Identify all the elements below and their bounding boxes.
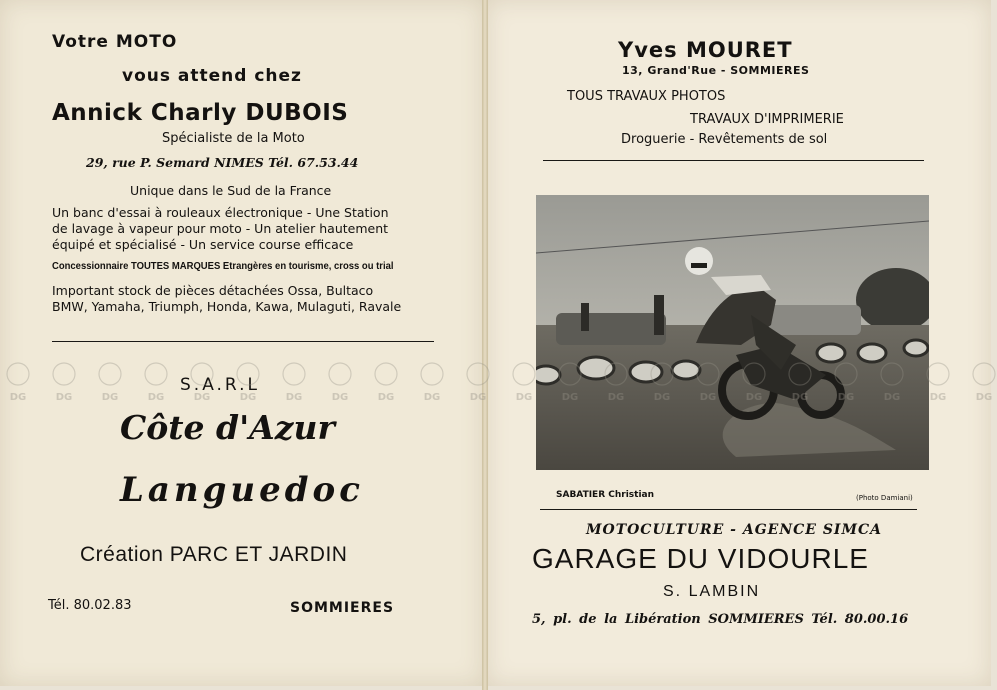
right-divider-bottom <box>540 509 917 510</box>
dealer-address: 29, rue P. Semard NIMES Tél. 67.53.44 <box>86 155 359 170</box>
left-line-1: Votre MOTO <box>52 32 178 52</box>
watermark-text: DG <box>331 392 349 403</box>
services-line-2: de lavage à vapeur pour moto - Un atelier hautement <box>52 221 389 236</box>
photo-credit: (Photo Damiani) <box>856 494 913 502</box>
dealer-name: Annick Charly DUBOIS <box>52 100 349 126</box>
watermark-text: DG <box>699 392 717 403</box>
watermark-text: DG <box>101 392 119 403</box>
sarl-text: S.A.R.L <box>180 375 261 395</box>
right-divider-top <box>543 160 924 161</box>
services-print: TRAVAUX D'IMPRIMERIE <box>690 112 844 127</box>
watermark-text: DG <box>561 392 579 403</box>
stock-line-1: Important stock de pièces détachées Ossa, Bultaco <box>52 283 374 298</box>
creation-text: Création PARC ET JARDIN <box>80 543 348 566</box>
watermark-text: DG <box>469 392 487 403</box>
services-drugstore: Droguerie - Revêtements de sol <box>621 132 828 147</box>
page-fold <box>482 0 488 690</box>
watermark-text: DG <box>193 392 211 403</box>
watermark-text: DG <box>607 392 625 403</box>
languedoc: Languedoc <box>120 470 364 510</box>
photographer-address: 13, Grand'Rue - SOMMIERES <box>622 64 810 77</box>
services-photo: TOUS TRAVAUX PHOTOS <box>567 89 726 104</box>
left-phone: Tél. 80.02.83 <box>48 598 132 613</box>
watermark-text: DG <box>515 392 533 403</box>
watermark-text: DG <box>9 392 27 403</box>
garage-address: 5, pl. de la Libération SOMMIERES Tél. 80.00.16 <box>532 612 909 627</box>
left-line-2: vous attend chez <box>122 66 302 86</box>
left-town: SOMMIERES <box>290 600 395 616</box>
services-line-3: équipé et spécialisé - Un service course efficace <box>52 237 354 252</box>
watermark-text: DG <box>791 392 809 403</box>
photographer-name: Yves MOURET <box>618 38 793 62</box>
watermark-text: DG <box>975 392 993 403</box>
watermark-text: DG <box>285 392 303 403</box>
stock-line-2: BMW, Yamaha, Triumph, Honda, Kawa, Mulaguti, Ravale <box>52 299 402 314</box>
unique-text: Unique dans le Sud de la France <box>130 183 332 198</box>
watermark-text: DG <box>929 392 947 403</box>
motoculture-line: MOTOCULTURE - AGENCE SIMCA <box>586 522 882 538</box>
watermark-text: DG <box>745 392 763 403</box>
motocross-photo <box>536 195 929 470</box>
watermark-text: DG <box>837 392 855 403</box>
watermark-text: DG <box>55 392 73 403</box>
watermark-text: DG <box>423 392 441 403</box>
watermark-text: DG <box>377 392 395 403</box>
specialist-text: Spécialiste de la Moto <box>162 131 305 146</box>
garage-owner: S. LAMBIN <box>663 583 761 600</box>
left-divider <box>52 341 434 342</box>
motocross-photo-illustration <box>536 195 929 470</box>
watermark-text: DG <box>883 392 901 403</box>
garage-name: GARAGE DU VIDOURLE <box>532 543 869 574</box>
watermark-text: DG <box>147 392 165 403</box>
watermark-text: DG <box>239 392 257 403</box>
services-line-1: Un banc d'essai à rouleaux électronique - Une Station <box>52 205 389 220</box>
concession-text: Concessionnaire TOUTES MARQUES Etrangères en tourisme, cross ou trial <box>52 261 394 272</box>
photo-caption: SABATIER Christian <box>556 490 655 500</box>
cote-dazur: Côte d'Azur <box>120 408 335 447</box>
watermark-text: DG <box>653 392 671 403</box>
